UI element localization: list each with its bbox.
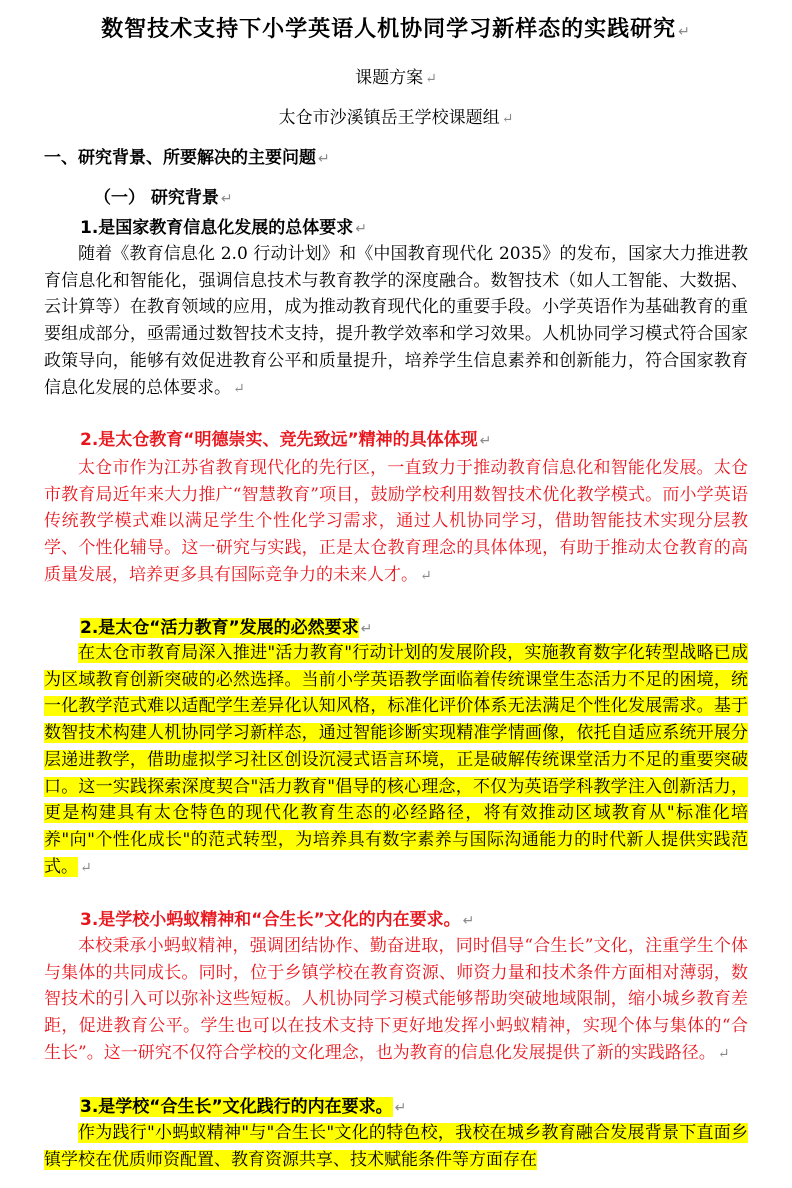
paragraph-text: 作为践行"小蚂蚁精神"与"合生长"文化的特色校，我校在城乡教育融合发展背景下直面乡镇学校在优质师资配置、教育资源共享、技术赋能条件等方面存在 <box>44 1123 748 1170</box>
paragraph-taicang-spirit <box>44 455 748 590</box>
paragraph-mark-icon: ↵ <box>420 567 432 584</box>
paragraph-mark-icon: ↵ <box>355 221 368 237</box>
document-author <box>0 106 792 131</box>
point-heading-text: 2.是太仓“活力教育”发展的必然要求 <box>80 618 359 638</box>
point-heading-text: 2.是太仓教育“明德崇实、竞先致远”精神的具体体现 <box>80 430 478 450</box>
section-heading <box>44 146 330 171</box>
paragraph-mark-icon: ↵ <box>717 1045 730 1062</box>
paragraph-mark-icon: ↵ <box>425 71 437 87</box>
point-heading-taicang-spirit <box>80 428 491 453</box>
point-heading-ant-spirit <box>80 908 474 933</box>
paragraph-mark-icon: ↵ <box>233 380 245 397</box>
paragraph-text: 随着《教育信息化 2.0 行动计划》和《中国教育现代化 2035》的发布，国家大力推进教育信息化和智能化，强调信息技术与教育教学的深度融合。数智技术（如人工智能、大数据、云计算等）在教育领域的应用，成为推动教育现代化的重要手段。小学英语作为基础教育的重要组成部分，亟需通过数智技术支持，提升教学效率和学习效果。人机协同学习模式符合国家政策导向，能够有效促进教育公平和质量提升，培养学生信息素养和创新能力，符合国家教育信息化发展的总体要求。 <box>44 244 748 398</box>
paragraph-mark-icon: ↵ <box>394 1100 407 1116</box>
document-subtitle <box>0 66 792 91</box>
paragraph-mark-icon: ↵ <box>678 24 691 40</box>
point-heading-hesheng-culture <box>80 1095 406 1120</box>
paragraph-text: 太仓市作为江苏省教育现代化的先行区，一直致力于推动教育信息化和智能化发展。太仓市教育局近年来大力推广“智慧教育”项目，鼓励学校利用数智技术优化教学模式。而小学英语传统教学模式难以满足学生个性化学习需求，通过人机协同学习，借助智能技术实现分层教学、个性化辅导。这一研究与实践，正是太仓教育理念的具体体现，有助于推动太仓教育的高质量发展，培养更多具有国际竞争力的未来人才。 <box>44 458 748 585</box>
paragraph-national <box>44 241 748 402</box>
subtitle-text: 课题方案 <box>355 68 424 88</box>
point-heading-text: 1.是国家教育信息化发展的总体要求 <box>80 218 354 238</box>
point-heading-text: 3.是学校小蚂蚁精神和“合生长”文化的内在要求。 <box>80 910 461 930</box>
point-heading-text: 3.是学校“合生长”文化践行的内在要求。 <box>80 1097 393 1117</box>
paragraph-mark-icon: ↵ <box>479 433 492 449</box>
document-title <box>0 14 792 48</box>
paragraph-ant-spirit <box>44 933 748 1068</box>
title-text: 数智技术支持下小学英语人机协同学习新样态的实践研究 <box>101 17 677 42</box>
paragraph-mark-icon: ↵ <box>462 913 475 929</box>
point-heading-vitality-education <box>80 616 372 641</box>
subsection-heading <box>94 186 233 211</box>
section-heading-text: 一、研究背景、所要解决的主要问题 <box>44 148 316 168</box>
paragraph-mark-icon: ↵ <box>360 621 373 637</box>
author-text: 太仓市沙溪镇岳王学校课题组 <box>278 108 500 128</box>
paragraph-hesheng-culture <box>44 1120 748 1173</box>
paragraph-mark-icon: ↵ <box>80 859 92 876</box>
paragraph-vitality-education <box>44 640 748 881</box>
point-heading-national <box>80 216 367 241</box>
subsection-heading-text: （一） 研究背景 <box>94 188 219 208</box>
paragraph-mark-icon: ↵ <box>501 111 514 127</box>
paragraph-mark-icon: ↵ <box>220 191 233 207</box>
paragraph-mark-icon: ↵ <box>318 151 330 167</box>
paragraph-text: 本校秉承小蚂蚁精神，强调团结协作、勤奋进取，同时倡导“合生长”文化，注重学生个体与集体的共同成长。同时，位于乡镇学校在教育资源、师资力量和技术条件方面相对薄弱，数智技术的引入可以弥补这些短板。人机协同学习模式能够帮助突破地域限制，缩小城乡教育差距，促进教育公平。学生也可以在技术支持下更好地发挥小蚂蚁精神，实现个体与集体的“合生长”。这一研究不仅符合学校的文化理念，也为教育的信息化发展提供了新的实践路径。 <box>44 936 748 1063</box>
paragraph-text: 在太仓市教育局深入推进"活力教育"行动计划的发展阶段，实施教育数字化转型战略已成为区域教育创新突破的必然选择。当前小学英语教学面临着传统课堂生态活力不足的困境，统一化教学范式难以适配学生差异化认知风格，标准化评价体系无法满足个性化发展需求。基于数智技术构建人机协同学习新样态，通过智能诊断实现精准学情画像，依托自适应系统开展分层递进教学，借助虚拟学习社区创设沉浸式语言环境，正是破解传统课堂活力不足的重要突破口。这一实践探索深度契合"活力教育"倡导的核心理念，不仅为英语学科教学注入创新活力，更是构建具有太仓特色的现代化教育生态的必经路径，将有效推动区域教育从"标准化培养"向"个性化成长"的范式转型，为培养具有数字素养与国际沟通能力的时代新人提供实践范式。 <box>44 643 748 877</box>
